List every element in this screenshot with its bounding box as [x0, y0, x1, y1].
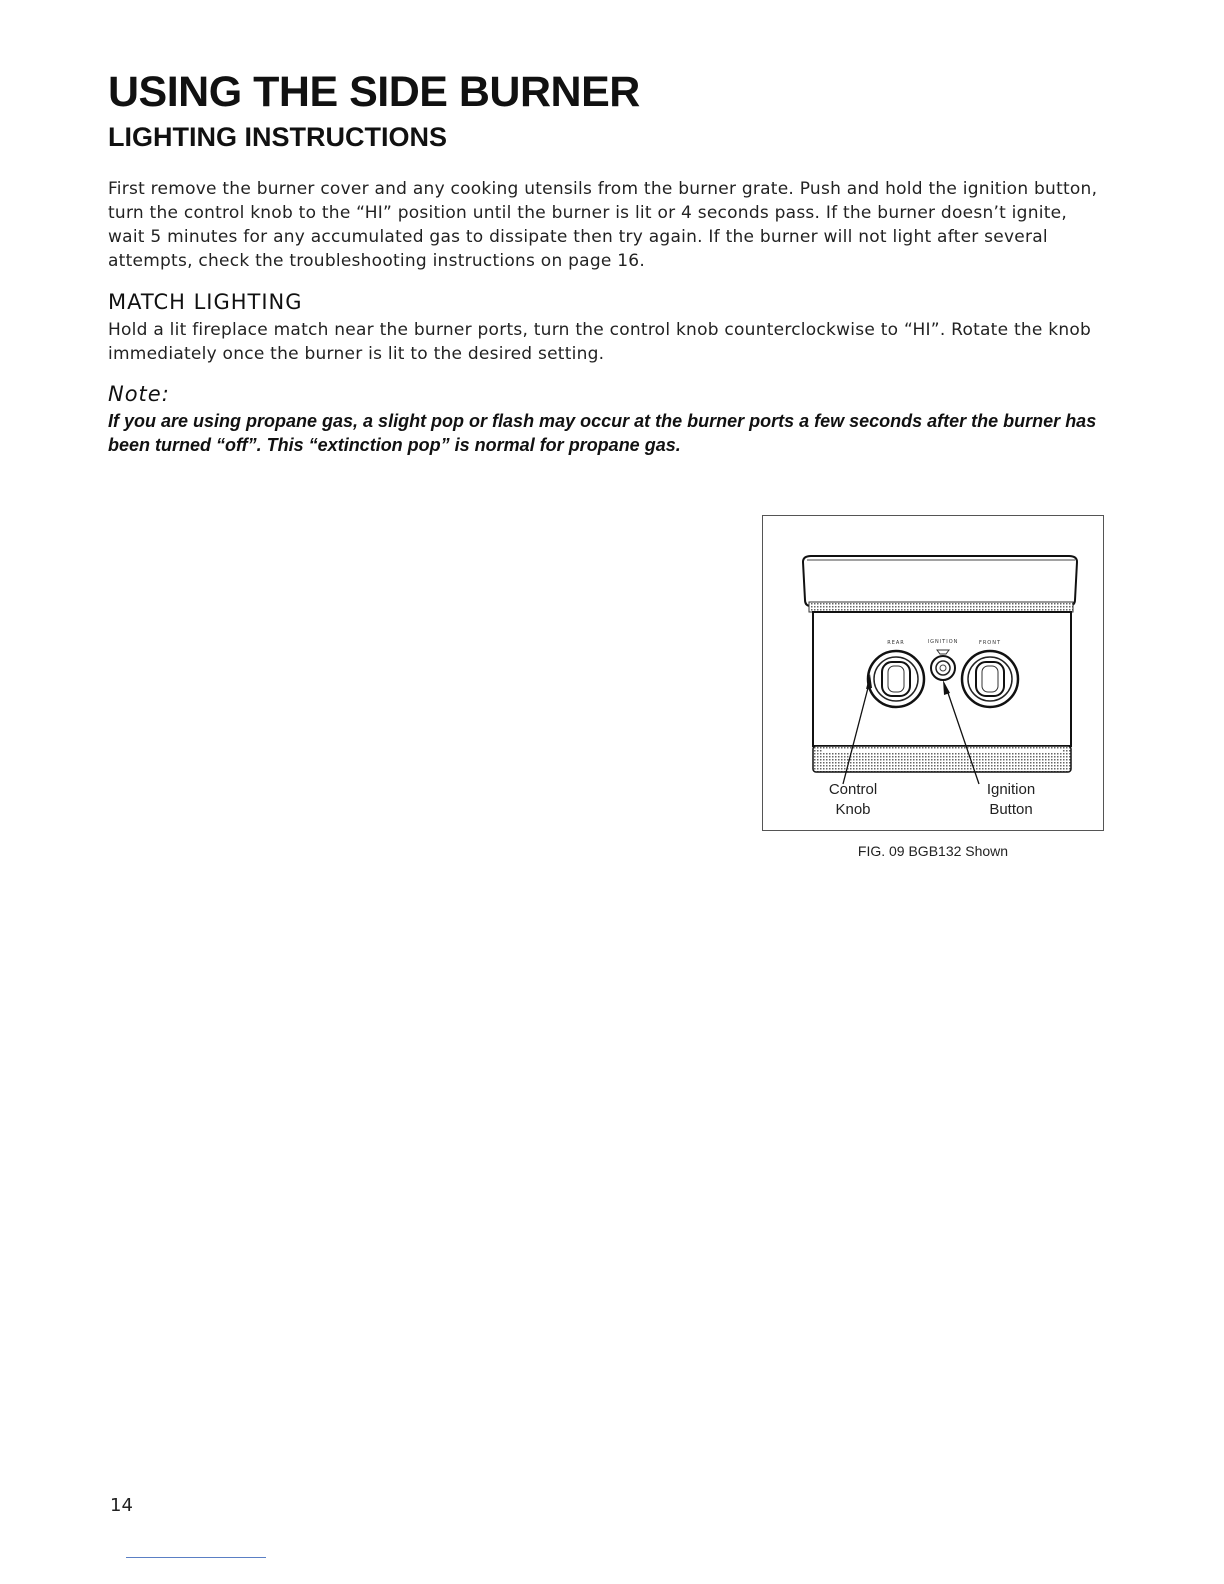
- footer-rule: [126, 1557, 266, 1558]
- control-knob-front: [962, 651, 1018, 707]
- panel-label-rear: REAR: [887, 640, 905, 646]
- note-text: If you are using propane gas, a slight pop or flash may occur at the burner ports a few seconds after the burner has been turned “off”. This “extinction pop” is normal for propane gas.: [108, 411, 1097, 455]
- side-burner-illustration: [763, 516, 1105, 832]
- control-knob-callout-line2: Knob: [835, 801, 871, 818]
- lighting-instructions-paragraph: First remove the burner cover and any cooking utensils from the burner grate. Push and hold the ignition button, turn the control knob to the “HI” position until the burner is lit or 4 seconds pass. If the burner doesn’t ignite, wait 5 minutes for any accumulated gas to dissipate then try again. If the burner will not light after several attempts, check the troubleshooting instructions on page 16.: [108, 179, 1098, 271]
- ignition-button-callout: [975, 780, 1047, 820]
- ignition-button-callout-line2: Button: [989, 801, 1033, 818]
- control-knob-rear: [868, 651, 924, 707]
- note-title: Note:: [108, 382, 170, 406]
- panel-label-ignition: IGNITION: [927, 639, 959, 645]
- ignition-button-callout-line1: Ignition: [986, 781, 1036, 798]
- control-knob-callout-line1: Control: [828, 781, 878, 798]
- match-lighting-paragraph: Hold a lit fireplace match near the burner ports, turn the control knob counterclockwise to “HI”. Rotate the knob immediately once the burner is lit to the desired setting.: [108, 320, 1092, 364]
- figure-caption: FIG. 09 BGB132 Shown: [857, 843, 1009, 859]
- control-knob-callout: [820, 780, 886, 820]
- page-title: USING THE SIDE BURNER: [108, 68, 640, 116]
- side-burner-figure: [762, 515, 1104, 831]
- panel-label-front: FRONT: [978, 640, 1002, 646]
- burner-cover: [803, 556, 1077, 612]
- section-heading-match-lighting: MATCH LIGHTING: [108, 290, 303, 314]
- section-heading-lighting-instructions: LIGHTING INSTRUCTIONS: [108, 122, 447, 152]
- page-number: 14: [110, 1495, 133, 1516]
